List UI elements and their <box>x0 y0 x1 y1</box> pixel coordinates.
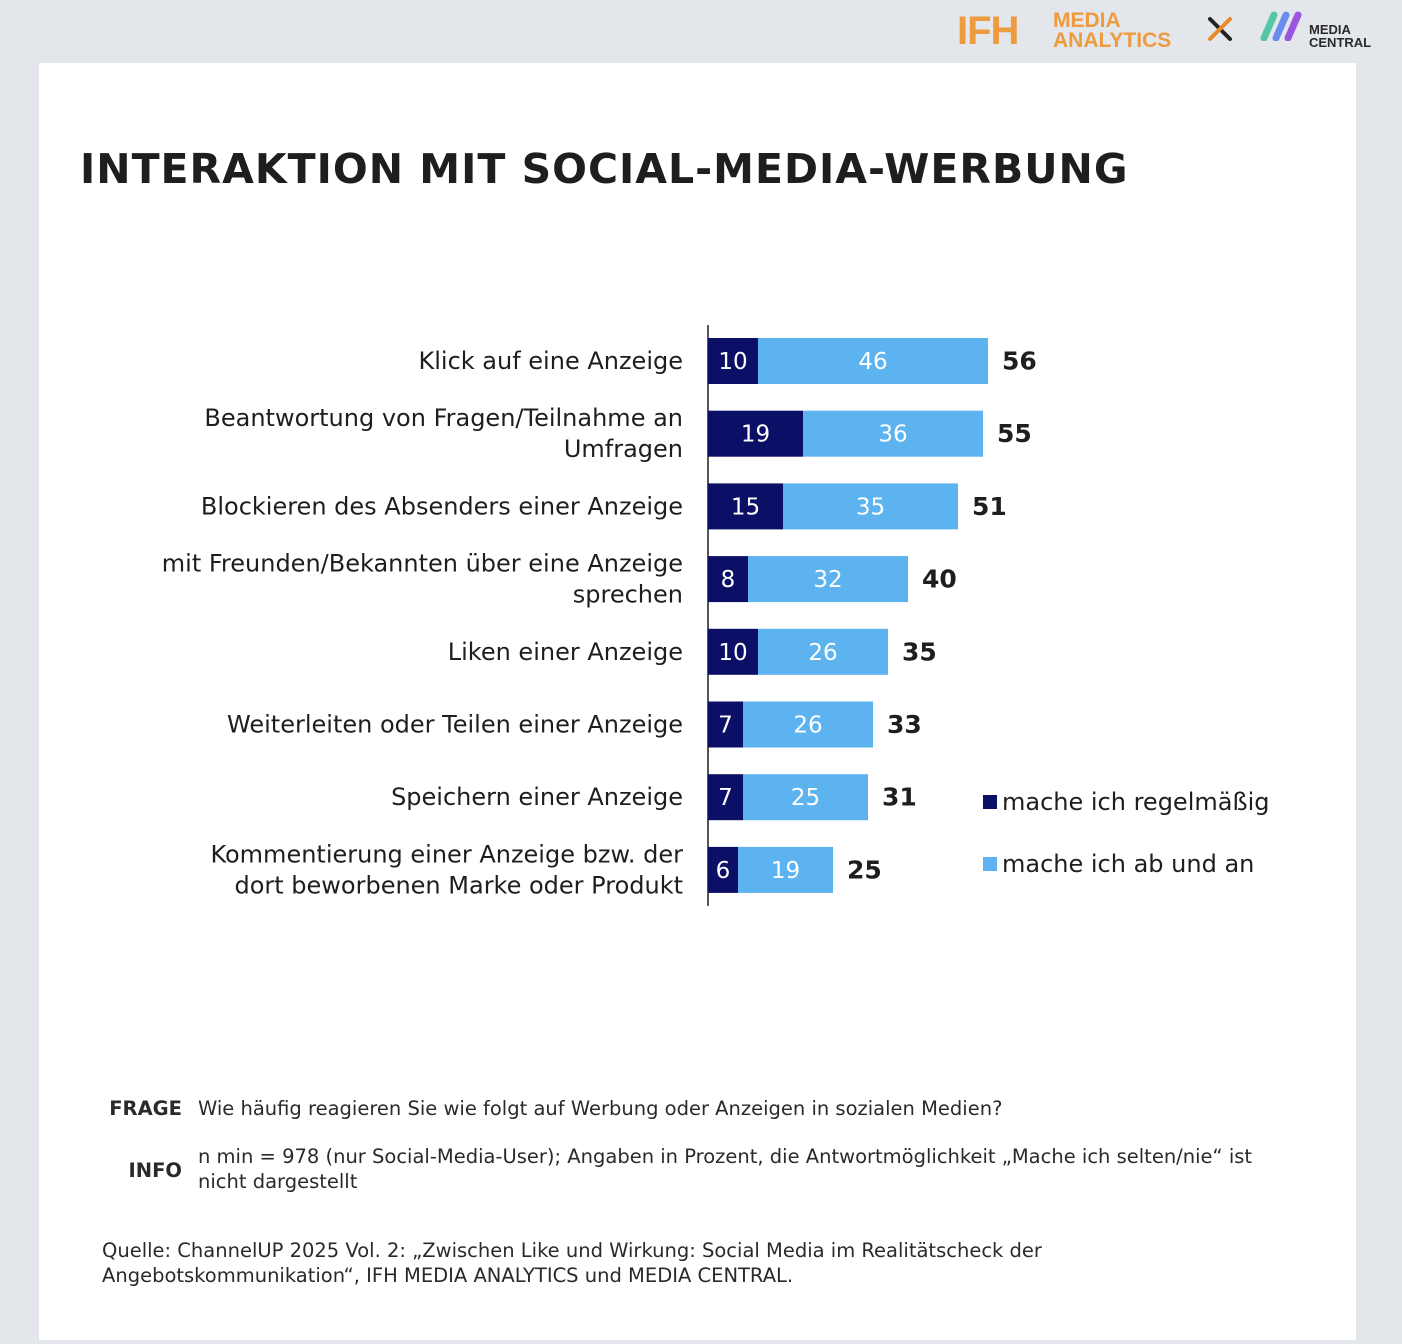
total-value-label: 31 <box>882 782 917 812</box>
segment-value-label: 8 <box>720 567 736 594</box>
category-label: Umfragen <box>563 435 683 464</box>
segment-value-label: 10 <box>718 349 748 375</box>
total-value-label: 55 <box>997 419 1032 449</box>
total-value-label: 40 <box>922 564 957 594</box>
category-label: Liken einer Anzeige <box>447 637 683 666</box>
stacked-bar-chart <box>39 63 1356 963</box>
segment-value-label: 26 <box>808 639 838 666</box>
info-text: n min = 978 (nur Social-Media-User); Angaben in Prozent, die Antwortmöglichkeit „Mache ich selten/nie“ ist nicht dargestellt <box>198 1145 1253 1193</box>
category-label: dort beworbenen Marke oder Produkt <box>234 871 683 900</box>
segment-value-label: 35 <box>855 494 886 521</box>
segment-value-label: 6 <box>715 857 731 884</box>
segment-value-label: 26 <box>793 712 823 739</box>
ifh-logo: IFH <box>957 9 1019 53</box>
total-value-label: 33 <box>887 710 922 739</box>
legend-label: mache ich regelmäßig <box>1002 788 1270 816</box>
total-value-label: 56 <box>1002 346 1037 376</box>
cross-icon <box>1205 14 1235 44</box>
legend-swatch-occasional <box>983 857 997 871</box>
total-value-label: 25 <box>847 855 882 885</box>
segment-value-label: 10 <box>718 639 748 666</box>
chart-card <box>39 63 1356 1340</box>
segment-value-label: 25 <box>790 785 821 812</box>
legend-swatch-regular <box>983 795 997 809</box>
question-text: Wie häufig reagieren Sie wie folgt auf Werbung oder Anzeigen in sozialen Medien? <box>198 1097 1003 1120</box>
media-central-logo-text <box>1309 23 1371 49</box>
segment-value-label: 19 <box>740 421 771 448</box>
legend-label: mache ich ab und an <box>1002 850 1255 878</box>
category-label: Blockieren des Absenders einer Anzeige <box>200 492 683 521</box>
category-label: Kommentierung einer Anzeige bzw. der <box>210 840 683 869</box>
category-label: sprechen <box>572 580 683 609</box>
segment-value-label: 15 <box>730 494 761 521</box>
chart-title: INTERAKTION MIT SOCIAL-MEDIA-WERBUNG <box>80 145 1129 193</box>
ifh-media-analytics-logo <box>1053 11 1171 51</box>
segment-value-label: 7 <box>718 785 733 812</box>
segment-value-label: 32 <box>813 567 843 594</box>
info-key: INFO <box>128 1159 182 1182</box>
ifh-logo-line-2: ANALYTICS <box>1053 29 1172 52</box>
category-label: Weiterleiten oder Teilen einer Anzeige <box>227 710 683 739</box>
question-key: FRAGE <box>109 1097 182 1120</box>
brand-logos <box>955 8 1385 58</box>
category-label: Speichern einer Anzeige <box>391 783 683 812</box>
total-value-label: 35 <box>902 637 937 667</box>
mc-logo-line-2: CENTRAL <box>1309 35 1372 50</box>
category-label: Beantwortung von Fragen/Teilnahme an <box>204 404 683 433</box>
ifh-logo-line-1: MEDIA <box>1053 9 1121 32</box>
mc-logo-line-1: MEDIA <box>1309 22 1351 37</box>
source-note: Quelle: ChannelUP 2025 Vol. 2: „Zwischen Like und Wirkung: Social Media im Realitätscheck der Angebotskommunikation“, IFH MEDIA ANALYTICS und MEDIA CENTRAL. <box>102 1239 1042 1287</box>
segment-value-label: 7 <box>718 712 733 739</box>
category-label: mit Freunden/Bekannten über eine Anzeige <box>161 549 683 578</box>
total-value-label: 51 <box>972 491 1007 521</box>
segment-value-label: 19 <box>770 857 801 884</box>
segment-value-label: 46 <box>858 349 888 375</box>
media-central-logo-icon <box>1260 11 1306 41</box>
category-label: Klick auf eine Anzeige <box>418 347 683 375</box>
segment-value-label: 36 <box>878 421 908 448</box>
